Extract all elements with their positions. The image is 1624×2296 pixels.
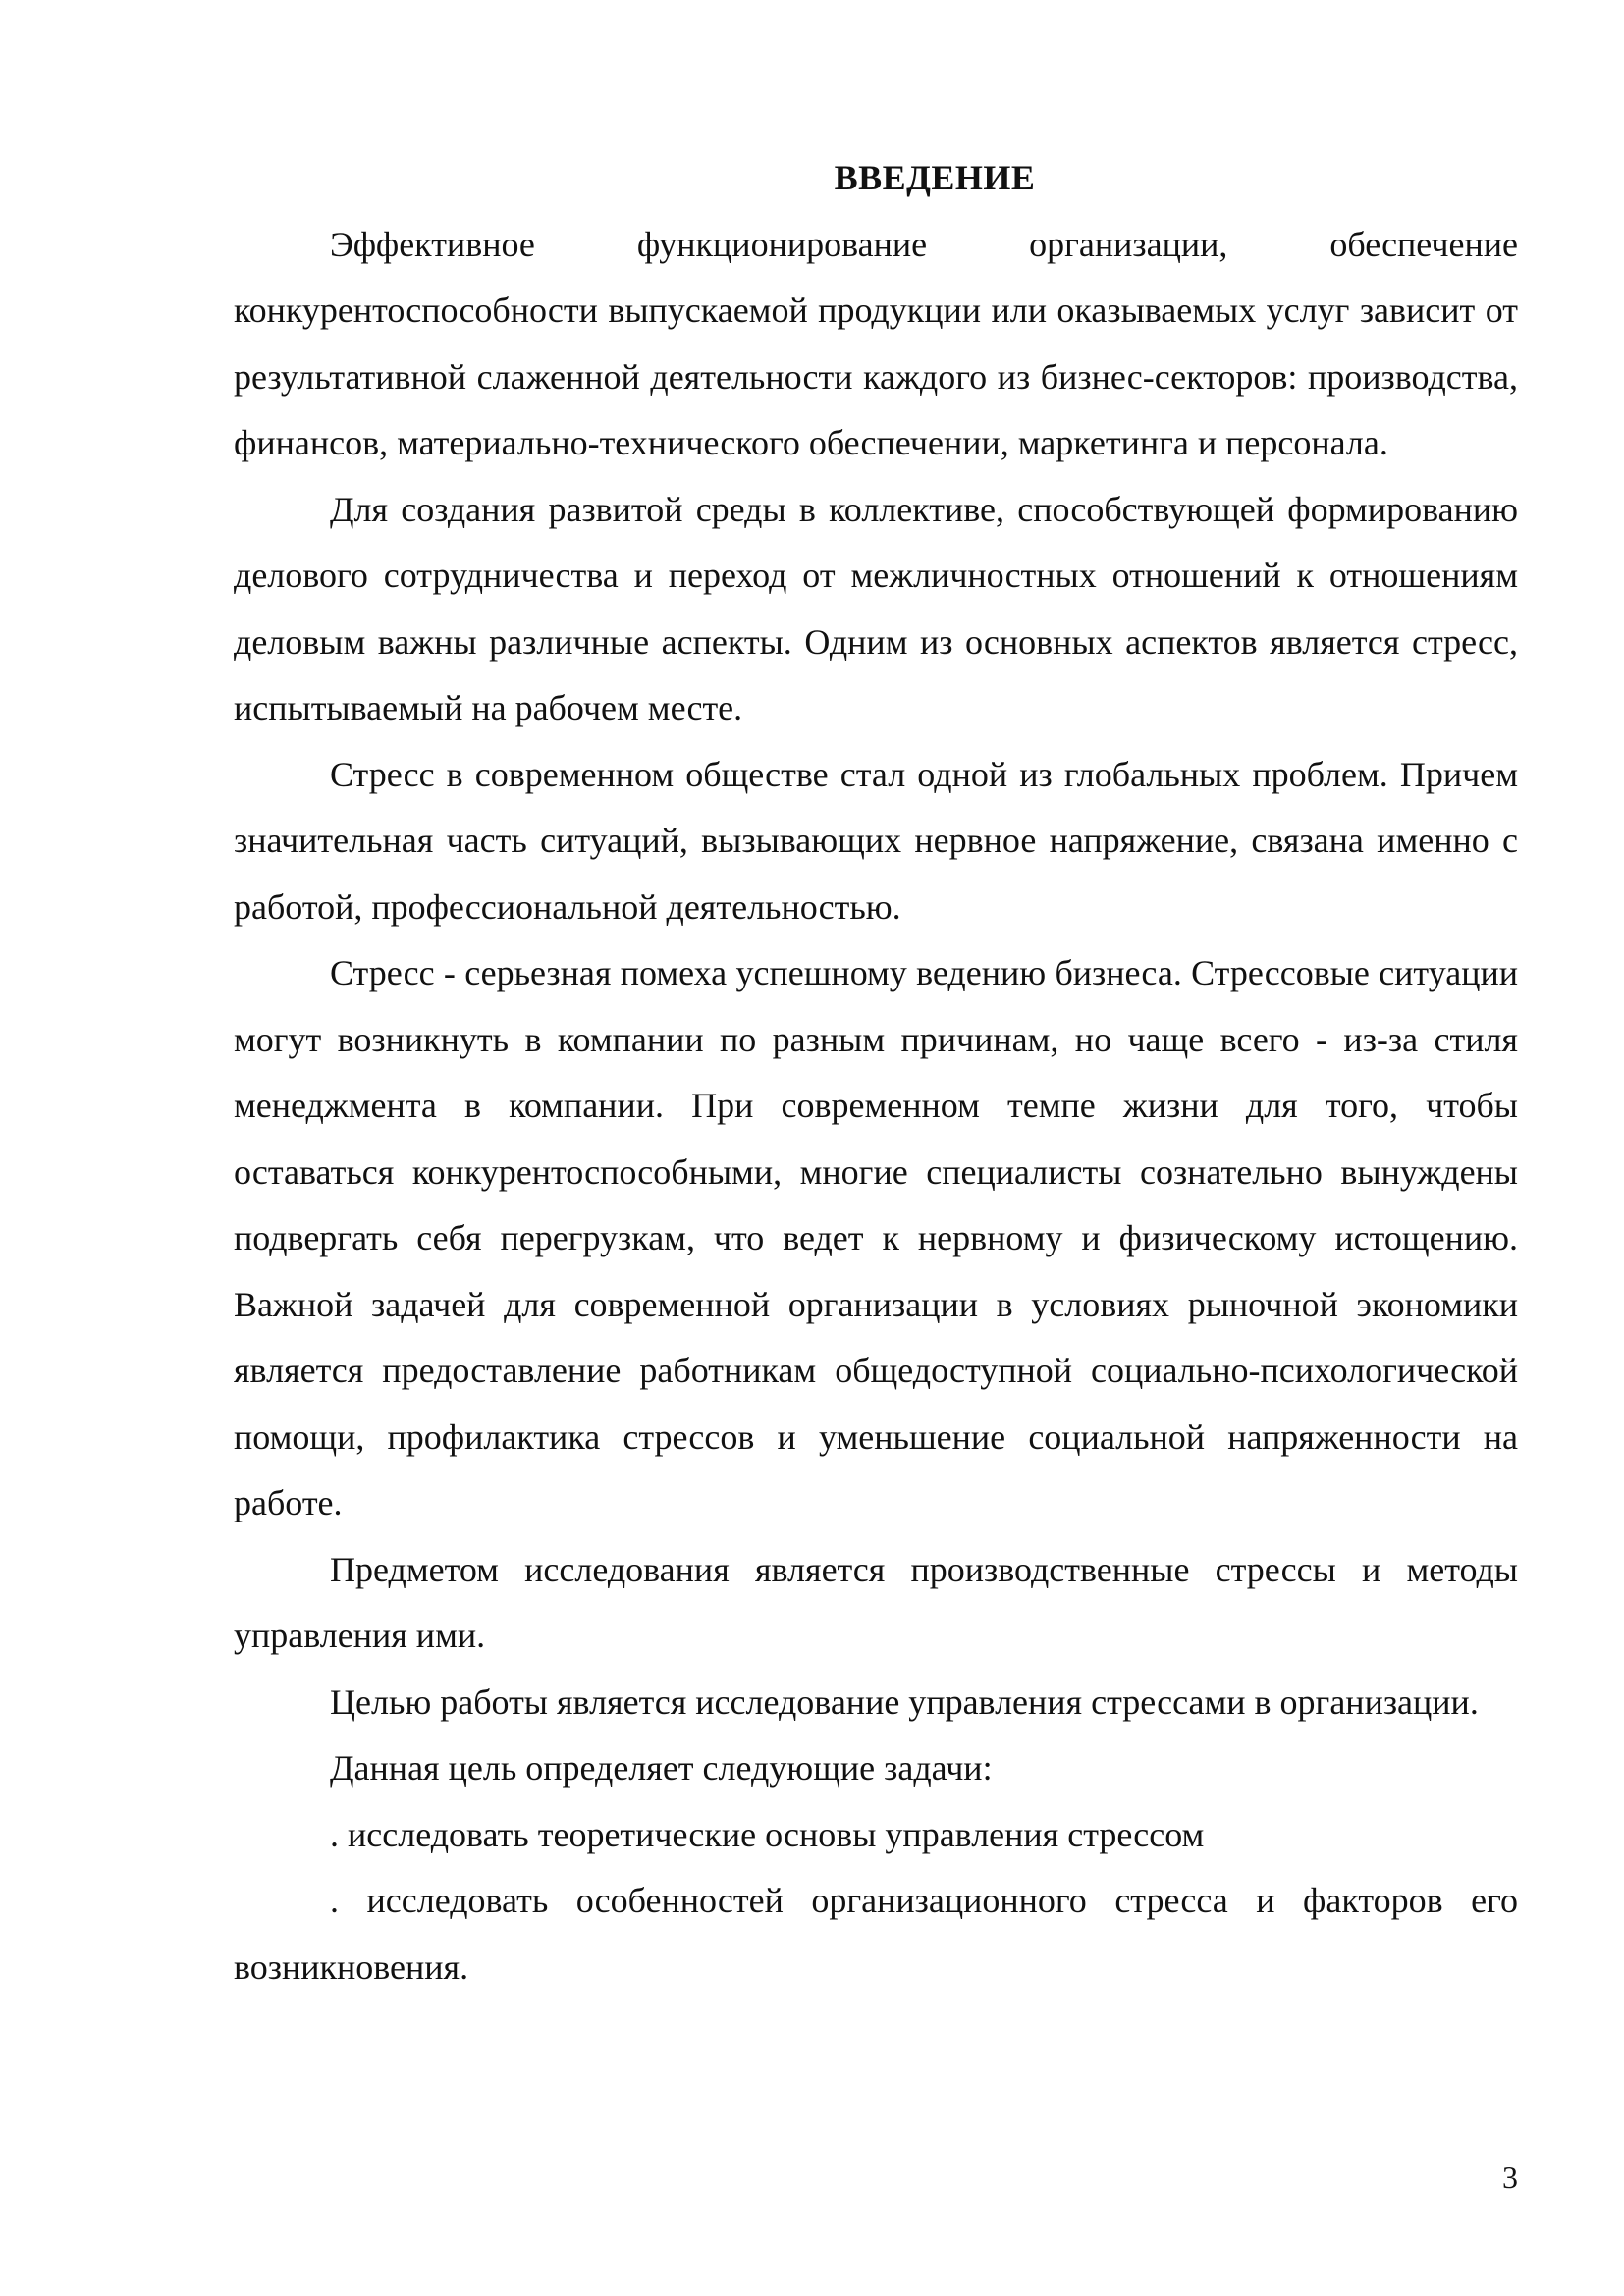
list-item-task-1: . исследовать теоретические основы управления стрессом [330,1814,1205,1854]
paragraph-research-goal: Целью работы является исследование управления стрессами в организации. [330,1682,1479,1722]
section-heading: ВВЕДЕНИЕ [834,158,1036,197]
paragraph-stress-business: Стресс - серьезная помеха успешному ведению бизнеса. Стрессовые ситуации могут возникнуть в компании по разным причинам, но чаще всего - из-за стиля менеджмента в компании. При современном темпе жизни для того, чтобы оставаться конкурентоспособными, многие специалисты сознательно вынуждены подвергать себя перегрузкам, что ведет к нервному и физическому истощению. Важной задачей для современной организации в условиях рыночной экономики является предоставление работникам общедоступной социально-психологической помощи, профилактика стрессов и уменьшение социальной напряженности на работе. [234,953,1518,1522]
list-item-task-2: . исследовать особенностей организационного стресса и факторов его возникновения. [234,1881,1518,1987]
paragraph-research-subject: Предметом исследования является производственные стрессы и методы управления ими. [234,1549,1518,1655]
page-content [234,145,1518,2001]
paragraph-work-environment: Для создания развитой среды в коллективе, способствующей формированию делового сотрудничества и переход от межличностных отношений к отношениям деловым важны различные аспекты. Одним из основных аспектов является стресс, испытываемый на рабочем месте. [234,489,1518,727]
paragraph-tasks-intro: Данная цель определяет следующие задачи: [330,1748,993,1788]
paragraph-stress-society: Стресс в современном обществе стал одной из глобальных проблем. Причем значительная часть ситуаций, вызывающих нервное напряжение, связана именно с работой, профессиональной деятельностью. [234,754,1518,927]
page-number: 3 [1502,2160,1518,2195]
paragraph-intro: Эффективное функционирование организации, обеспечение конкурентоспособности выпускаемой продукции или оказываемых услуг зависит от результативной слаженной деятельности каждого из бизнес-секторов: производства, финансов, материально-технического обеспечении, маркетинга и персонала. [234,224,1518,462]
